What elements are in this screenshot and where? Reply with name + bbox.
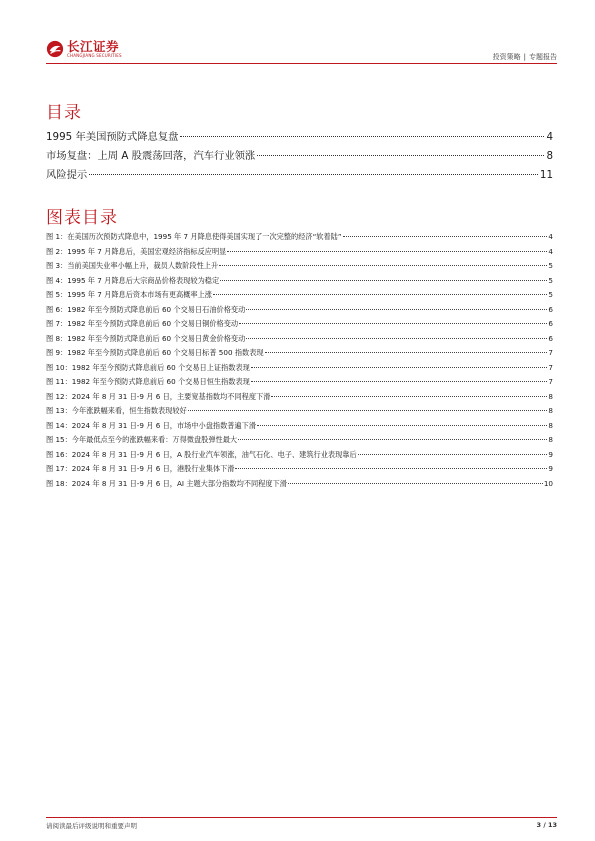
dot-leader [246,338,547,339]
figure-entry-title: 图 7：1982 年至今预防式降息前后 60 个交易日铜价格变动 [46,319,239,328]
dot-leader [213,294,547,295]
dot-leader [220,280,547,281]
figure-entry-title: 图 14：2024 年 8 月 31 日-9 月 6 日，市场中小盘指数普遍下滑 [46,420,257,430]
dot-leader [235,468,547,469]
figure-entry-title: 图 1：在美国历次预防式降息中，1995 年 7 月降息使得美国实现了一次完整的经济“软着陆” [46,232,342,241]
figure-entry[interactable] [46,261,553,276]
figure-entry-page: 10 [543,478,553,488]
figure-entry-page: 4 [548,246,553,256]
page-header [0,0,595,70]
figure-entry-page: 8 [548,391,553,401]
figure-entry[interactable] [46,348,553,363]
dot-leader [246,309,547,310]
page-number: 3 / 13 [536,821,557,829]
dot-leader [257,155,544,156]
dot-leader [227,251,547,252]
figure-entry-title: 图 4：1995 年 7 月降息后大宗商品价格表现较为稳定 [46,275,220,285]
figure-entry[interactable] [46,464,553,479]
dot-leader [265,352,548,353]
figure-entry-title: 图 18：2024 年 8 月 31 日-9 月 6 日，AI 主题大部分指数均不同程度下滑 [46,478,287,488]
figure-entry-title: 图 3：当前美国失业率小幅上升，裁员人数阶段性上升 [46,261,219,270]
dot-leader [238,439,547,440]
toc-entry-page: 4 [546,131,553,143]
figure-entry-title: 图 6：1982 年至今预防式降息前后 60 个交易日石油价格变动 [46,304,246,314]
figure-entry-title: 图 9：1982 年至今预防式降息前后 60 个交易日标普 500 指数表现 [46,348,264,357]
figure-entry[interactable] [46,305,553,320]
toc-heading: 目录 [46,103,82,123]
table-of-contents [46,128,553,185]
figure-entry-page: 5 [548,290,553,299]
dot-leader [251,367,548,368]
toc-entry-title: 1995 年美国预防式降息复盘 [46,131,179,143]
figure-entry[interactable] [46,406,553,421]
brand-name-cn: 长江证券 [67,39,120,54]
figure-entry[interactable] [46,435,553,450]
toc-entry-page: 8 [546,150,553,162]
figure-index [46,232,553,493]
figure-entry-page: 5 [548,275,553,285]
brand-name-en: CHANGJIANG SECURITIES [67,53,122,58]
header-divider [46,63,557,64]
figure-entry-page: 7 [548,377,553,386]
figure-entry-title: 图 16：2024 年 8 月 31 日-9 月 6 日，A 股行业汽车领涨，油气石化、电子、建筑行业表现靠后 [46,449,357,459]
dot-leader [257,425,547,426]
dot-leader [219,265,547,266]
figure-entry-page: 4 [548,232,553,241]
dot-leader [271,396,547,397]
figure-entry[interactable] [46,334,553,349]
figure-entry-page: 5 [548,261,553,270]
figure-index-heading: 图表目录 [46,208,118,228]
figure-entry-page: 6 [548,319,553,328]
report-type: 投资策略 [492,53,521,61]
figure-entry[interactable] [46,247,553,262]
figure-entry-title: 图 17：2024 年 8 月 31 日-9 月 6 日，港股行业集体下滑 [46,464,235,473]
dot-leader [188,410,548,411]
figure-entry-page: 9 [548,464,553,473]
dot-leader [358,454,548,455]
changjiang-logo-icon [46,40,64,58]
figure-entry-title: 图 10：1982 年至今预防式降息前后 60 个交易日上证指数表现 [46,362,250,372]
figure-entry[interactable] [46,232,553,247]
figure-entry-page: 8 [548,420,553,430]
dot-leader [251,381,548,382]
figure-entry-page: 9 [548,449,553,459]
figure-entry[interactable] [46,276,553,291]
figure-entry-title: 图 5：1995 年 7 月降息后资本市场有更高概率上涨 [46,290,212,299]
figure-entry[interactable] [46,377,553,392]
toc-entry[interactable] [46,147,553,166]
footer-divider [46,817,557,818]
toc-entry[interactable] [46,128,553,147]
figure-entry[interactable] [46,363,553,378]
toc-entry-title: 风险提示 [46,169,88,181]
figure-entry-page: 6 [548,333,553,343]
report-category [493,52,557,62]
figure-entry-title: 图 13：今年涨跌幅来看，恒生指数表现较好 [46,406,187,415]
figure-entry-title: 图 11：1982 年至今预防式降息前后 60 个交易日恒生指数表现 [46,377,250,386]
dot-leader [288,483,543,484]
figure-entry-page: 7 [548,362,553,372]
figure-entry[interactable] [46,479,553,494]
dot-leader [89,174,538,175]
figure-entry-title: 图 8：1982 年至今预防式降息前后 60 个交易日黄金价格变动 [46,333,246,343]
figure-entry-title: 图 12：2024 年 8 月 31 日-9 月 6 日，主要宽基指数均不同程度下滑 [46,391,271,401]
figure-entry[interactable] [46,319,553,334]
figure-entry-page: 7 [548,348,553,357]
figure-entry-page: 8 [548,435,553,444]
dot-leader [343,236,548,237]
figure-entry[interactable] [46,421,553,436]
toc-entry[interactable] [46,166,553,185]
figure-entry[interactable] [46,450,553,465]
footer-disclaimer: 请阅读最后评级说明和重要声明 [46,822,137,830]
dot-leader [239,323,547,324]
toc-entry-page: 11 [539,169,553,181]
figure-entry-title: 图 2：1995 年 7 月降息后，美国宏观经济指标反应明显 [46,246,227,256]
figure-entry-page: 8 [548,406,553,415]
figure-entry-title: 图 15：今年最低点至今的涨跌幅来看：万得微盘股弹性最大 [46,435,238,444]
figure-entry[interactable] [46,392,553,407]
brand-logo [46,40,122,58]
figure-entry[interactable] [46,290,553,305]
dot-leader [180,136,544,137]
header-separator: | [523,53,526,61]
report-subtype: 专题报告 [529,53,557,61]
figure-entry-page: 6 [548,304,553,314]
toc-entry-title: 市场复盘：上周 A 股震荡回落，汽车行业领涨 [46,150,256,162]
